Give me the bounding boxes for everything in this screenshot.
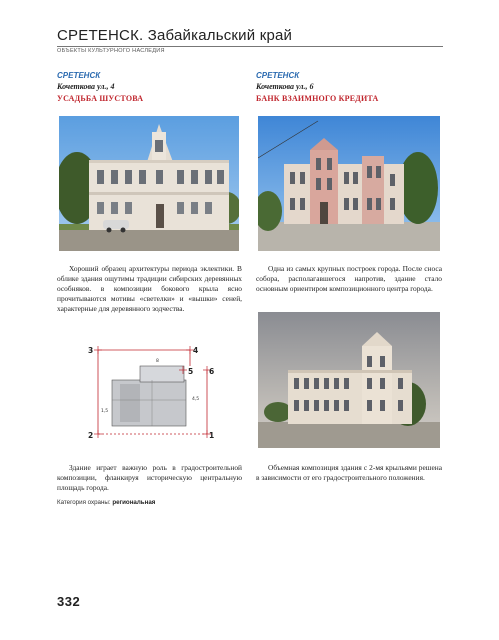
left-description: Хороший образец архитектуры периода эклектики. В облике здания ощутимы традиции сибирских деревянных особняков. в композиции бокового крыла ясно прочитываются мотивы «светелки» и «вышки» сеней, характерные для деревянного зодчества. bbox=[57, 264, 242, 313]
left-significance: Здание играет важную роль в градостроительной композиции, фланкируя историческую центральную площадь города. bbox=[57, 463, 242, 492]
plan-dim-4-5: 4,5 bbox=[192, 397, 200, 402]
shustov-estate-photo bbox=[59, 116, 239, 251]
page-header-title: СРЕТЕНСК. Забайкальский край bbox=[57, 27, 293, 44]
site-plan-diagram bbox=[82, 340, 222, 446]
right-city: СРЕТЕНСК bbox=[256, 71, 300, 80]
plan-label-4: 4 bbox=[193, 346, 199, 355]
plan-label-6: 6 bbox=[209, 367, 215, 376]
plan-label-1: 1 bbox=[209, 431, 215, 440]
right-entry-heading bbox=[256, 70, 379, 105]
bank-photo-side bbox=[258, 312, 440, 448]
plan-dim-1-5: 1,5 bbox=[101, 409, 109, 414]
bank-photo-front bbox=[258, 116, 440, 251]
page-number: 332 bbox=[57, 594, 81, 609]
page-header-subtitle: ОБЪЕКТЫ КУЛЬТУРНОГО НАСЛЕДИЯ bbox=[57, 48, 165, 54]
plan-label-2: 2 bbox=[88, 431, 94, 440]
left-address: Кочеткова ул., 4 bbox=[57, 82, 115, 91]
plan-label-5: 5 bbox=[188, 367, 194, 376]
right-address: Кочеткова ул., 6 bbox=[256, 82, 314, 91]
protection-category-value: региональная bbox=[112, 499, 156, 506]
plan-dim-8: 8 bbox=[156, 359, 159, 364]
header-divider bbox=[57, 46, 443, 47]
right-description: Одна из самых крупных построек города. После сноса собора, располагавшегося напротив, здание стало основным ориентиром композиционного центра города. bbox=[256, 264, 442, 293]
protection-category bbox=[57, 499, 155, 506]
left-building-name: УСАДЬБА ШУСТОВА bbox=[57, 94, 144, 103]
protection-category-label: Категория охраны: bbox=[57, 499, 111, 506]
plan-label-3: 3 bbox=[88, 346, 94, 355]
right-building-name: БАНК ВЗАИМНОГО КРЕДИТА bbox=[256, 94, 379, 103]
left-entry-heading bbox=[57, 70, 143, 105]
left-city: СРЕТЕНСК bbox=[57, 71, 101, 80]
right-composition: Объемная композиция здания с 2-мя крыльями решена в зависимости от его градостроительного положения. bbox=[256, 463, 442, 482]
